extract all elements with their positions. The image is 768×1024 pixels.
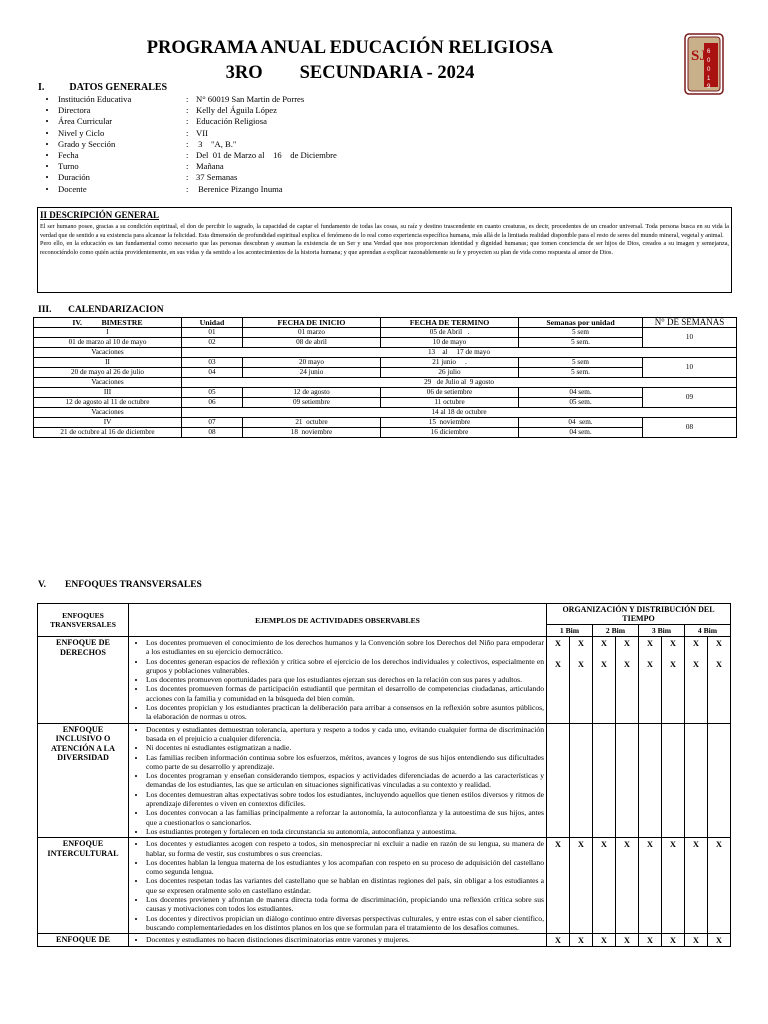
descripcion-heading: II DESCRIPCIÓN GENERAL bbox=[40, 210, 160, 220]
descripcion-paragraph: El ser humano posee, gracias a su condición espiritual, el don de percibir lo sagrado, la capacidad de captar el fundamento de todas las cosas, su raíz y destino trascendente en cuanto creaturas, es decir, procedentes de un creador universal. Toda persona busca en su vida la verdad que de sentido a su existencia para alcanzar la felicidad. Esta dimensión de profundidad espiritual explica el fenómeno de lo real como experiencia específica humana, más allá de la limitada realidad disponible para el resto de seres del mundo mineral, vegetal y animal. bbox=[40, 223, 729, 239]
svg-text:1: 1 bbox=[707, 76, 711, 82]
table-row: III 05 12 de agosto 06 de setiembre 04 sem. 09 bbox=[34, 388, 737, 398]
table-row: ENFOQUE INCLUSIVO O ATENCIÓN A LA DIVERSIDAD • Docentes y estudiantes demuestran tolerancia, apertura y respeto a todos y cada uno, evitando cualquier forma de discriminación basada en el prejuicio a cualquier diferencia. • Ni docentes ni estudiantes estigmatizan a nadie. • Las familias reciben información continua sobre los esfuerzos, méritos, avances y logros de sus hijos entendiendo sus dificultades como parte de su desarrollo y aprendizaje. • Los docentes programan y enseñan considerando tiempos, espacios y actividades diferenciadas de acuerdo a las características y demandas de los estudiantes, las que se articulan en situaciones significativas vinculadas a su contexto y realidad. • Los docentes demuestran altas expectativas sobre todos los estudiantes, incluyendo aquellos que tienen estilos diversos y ritmos de aprendizaje diferentes o viven en contextos difíciles. • Los docentes convocan a las familias principalmente a reforzar la autonomía, la autoconfianza y la autoestima de sus hijos, antes que a cuestionarlos o sancionarlos. • Los estudiantes protegen y fortalecen en toda circunstancia su autonomía, autoconfianza y autoestima. bbox=[38, 723, 731, 838]
descripcion-paragraph: Pero ello, en la educación es tan fundamental como necesario que las personas descubran y asuman la existencia de un Ser y una Verdad que nos proporcionan identidad y dignidad humanas; que tomen conciencia de ser hijos de Dios, creados a su imagen y semejanza, reconociéndolo como quién actúa providentemente, en sus vidas y da sentido a los acontecimientos de la historia humana; y que aprendan a explicar razonablemente su fe y proyecten su plan de vida como respuesta al amor de Dios. bbox=[40, 240, 729, 256]
page-title: PROGRAMA ANUAL EDUCACIÓN RELIGIOSA bbox=[146, 38, 554, 58]
col-header: Unidad bbox=[182, 318, 243, 328]
enfoques-table bbox=[37, 603, 731, 947]
col-header: IV. BIMESTRE bbox=[34, 318, 182, 328]
datos-generales-list bbox=[36, 94, 337, 195]
col-header: Semanas por unidad bbox=[519, 318, 643, 328]
table-row: Vacaciones 13 al 17 de mayo bbox=[34, 348, 737, 358]
table-row: 01 de marzo al 10 de mayo 02 08 de abril 10 de mayo 5 sem. bbox=[34, 338, 737, 348]
col-header: EJEMPLOS DE ACTIVIDADES OBSERVABLES bbox=[129, 604, 547, 637]
list-item: • Docente : Berenice Pizango Inuma bbox=[45, 183, 283, 194]
svg-text:9: 9 bbox=[707, 84, 711, 90]
logo-text: SJ bbox=[691, 48, 707, 64]
col-header: ORGANIZACIÓN Y DISTRIBUCIÓN DEL TIEMPO bbox=[547, 604, 731, 625]
svg-text:0: 0 bbox=[707, 67, 711, 73]
descripcion-general-box bbox=[37, 207, 732, 293]
svg-text:6: 6 bbox=[707, 49, 711, 55]
table-row: Vacaciones 29 de Julio al 9 agosto bbox=[34, 378, 737, 388]
col-header: FECHA DE TERMINO bbox=[381, 318, 519, 328]
table-row: 20 de mayo al 26 de julio 04 24 junio 26 julio 5 sem. bbox=[34, 368, 737, 378]
calendarizacion-heading: III. CALENDARIZACION bbox=[38, 305, 164, 315]
enfoques-heading: V. ENFOQUES TRANSVERSALES bbox=[38, 580, 202, 590]
col-header: 4 Bim bbox=[685, 625, 731, 637]
table-row: ENFOQUE DE • Docentes y estudiantes no hacen distinciones discriminatorias entre varones y mujeres. X X X X X X X X bbox=[38, 934, 731, 947]
col-header: ENFOQUES TRANSVERSALES bbox=[38, 604, 129, 637]
table-row: 12 de agosto al 11 de octubre 06 09 setiembre 11 octubre 05 sem. bbox=[34, 398, 737, 408]
col-header: 1 Bim bbox=[547, 625, 593, 637]
table-row: ENFOQUE INTERCULTURAL • Los docentes y estudiantes acogen con respeto a todos, sin menospreciar ni excluir a nadie en razón de su lengua, su manera de hablar, su forma de vestir, sus costumbres o sus creencias. • Los docentes hablan la lengua materna de los estudiantes y los acompañan con respeto en su proceso de adquisición del castellano como segunda lengua. • Los docentes respetan todas las variantes del castellano que se hablan en distintas regiones del país, sin obligar a los estudiantes a que se expresen oralmente solo en castellano estándar. • Los docentes previenen y afrontan de manera directa toda forma de discriminación, propiciando una reflexión crítica sobre sus causas y motivaciones con todos los estudiantes. • Los docentes y directivos propician un diálogo continuo entre diversas perspectivas culturales, y entre estas con el saber científico, buscando complementariedades en los distintos planos en los que se formulan para el tratamiento de los desafíos comunes. X X X X X X X X bbox=[38, 838, 731, 934]
col-header: N° DE SEMANAS bbox=[643, 318, 737, 328]
list-item: • Turno : Mañana bbox=[45, 161, 224, 172]
datos-generales-heading: I. DATOS GENERALES bbox=[38, 82, 168, 93]
table-row: Vacaciones 14 al 18 de octubre bbox=[34, 408, 737, 418]
col-header: FECHA DE INICIO bbox=[243, 318, 381, 328]
list-item: • Fecha : Del 01 de Marzo al 16 de Diciembre bbox=[45, 150, 337, 161]
svg-text:0: 0 bbox=[707, 58, 711, 64]
list-item: • Nivel y Ciclo : VII bbox=[45, 127, 208, 138]
list-item: • Duración : 37 Semanas bbox=[45, 172, 238, 183]
list-item: • Área Curricular : Educación Religiosa bbox=[45, 116, 267, 127]
table-row: II 03 20 mayo 21 junio . 5 sem 10 bbox=[34, 358, 737, 368]
table-row: ENFOQUE DE DERECHOS • Los docentes promueven el conocimiento de los derechos humanos y la Convención sobre los Derechos del Niño para empoderar a los estudiantes en su ejercicio democrático. • Los docentes generan espacios de reflexión y crítica sobre el ejercicio de los derechos individuales y colectivos, especialmente en grupos y poblaciones vulnerables. • Los docentes promueven oportunidades para que los estudiantes ejerzan sus derechos en la relación con sus pares y adultos. • Los docentes promueven formas de participación estudiantil que permitan el desarrollo de competencias ciudadanas, articulando acciones con la familia y comunidad en la búsqueda del bien común. • Los docentes propician y los estudiantes practican la deliberación para arribar a consensos en la reflexión sobre asuntos públicos, la elaboración de normas u otros. X X X X X X X X X X X X X X X X bbox=[38, 637, 731, 724]
page-subtitle: 3RO SECUNDARIA - 2024 bbox=[225, 63, 475, 83]
col-header: 3 Bim bbox=[639, 625, 685, 637]
table-row: IV 07 21 octubre 15 noviembre 04 sem. 08 bbox=[34, 418, 737, 428]
table-row: I 01 01 marzo 05 de Abril . 5 sem 10 bbox=[34, 328, 737, 338]
calendarizacion-table bbox=[33, 317, 737, 438]
school-logo bbox=[684, 33, 724, 95]
list-item: • Directora : Kelly del Águila López bbox=[45, 105, 277, 116]
list-item: • Grado y Sección : 3 "A, B." bbox=[45, 138, 237, 149]
list-item: • Institución Educativa : N° 60019 San Martin de Porres bbox=[45, 94, 305, 104]
table-row: 21 de octubre al 16 de diciembre 08 18 noviembre 16 diciembre 04 sem. bbox=[34, 428, 737, 438]
col-header: 2 Bim bbox=[593, 625, 639, 637]
